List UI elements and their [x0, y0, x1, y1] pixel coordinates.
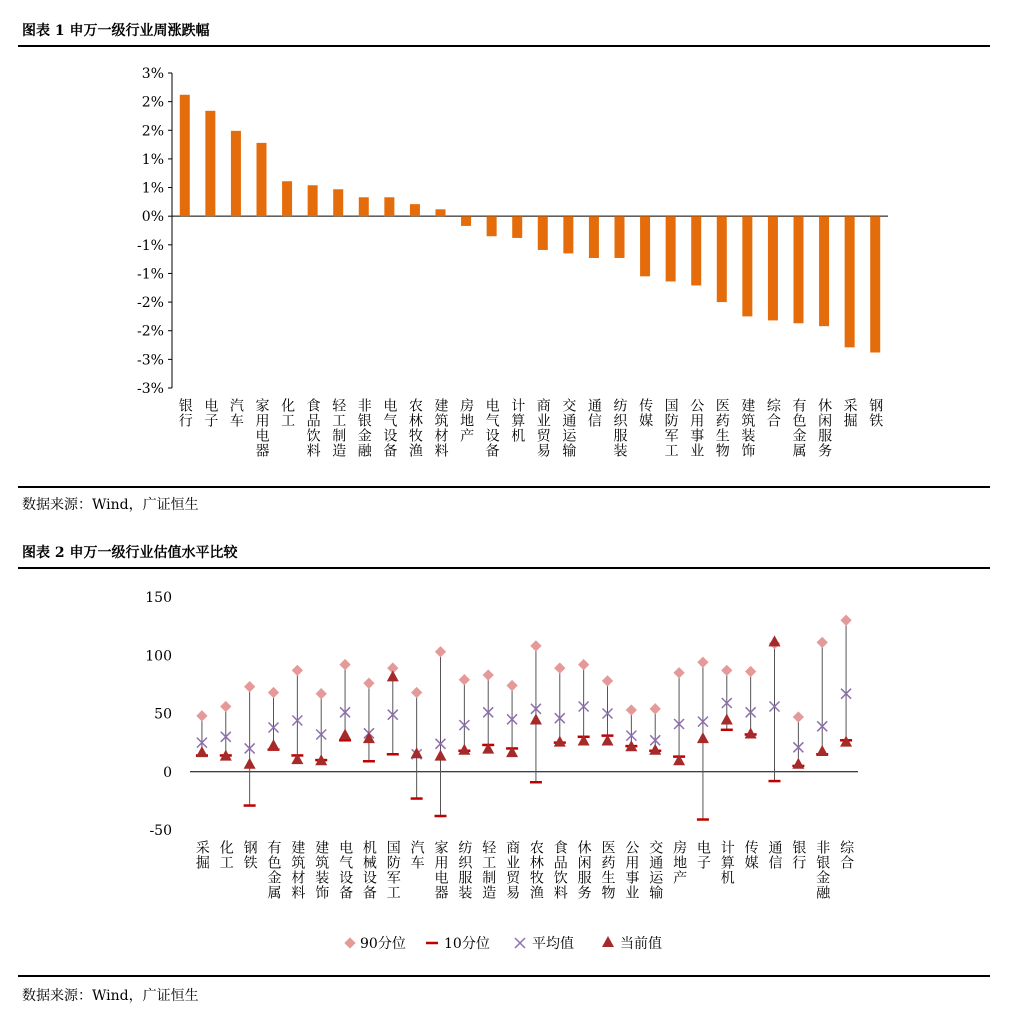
x-tick-label: 电子	[694, 840, 711, 870]
p90-marker	[578, 659, 589, 670]
x-tick-label: 食品饮料	[304, 398, 321, 458]
y-tick-label: 150	[145, 590, 172, 606]
x-tick-label: 采掘	[841, 398, 858, 428]
legend-label: 当前值	[620, 936, 662, 952]
x-tick-label: 纺织服装	[456, 840, 473, 900]
x-tick-label: 传媒	[637, 398, 654, 428]
x-tick-label: 钢铁	[241, 840, 258, 870]
x-tick-label: 银行	[790, 840, 807, 870]
bar	[436, 209, 446, 216]
bar	[691, 216, 701, 285]
x-tick-label: 交通运输	[647, 840, 664, 900]
legend-label: 10分位	[444, 936, 490, 952]
bar	[870, 216, 880, 352]
p90-marker	[793, 711, 804, 722]
p90-marker	[506, 680, 517, 691]
x-tick-label: 计算机	[509, 398, 526, 443]
p90-marker	[268, 687, 279, 698]
y-tick-label: 0%	[141, 209, 164, 226]
legend-current-icon	[602, 936, 614, 947]
bar	[257, 143, 267, 216]
bar	[512, 216, 522, 238]
current-marker	[554, 736, 566, 747]
bar	[563, 216, 573, 253]
x-tick-label: 建筑材料	[289, 840, 306, 900]
x-tick-label: 通信	[766, 840, 783, 870]
x-tick-label: 有色金属	[265, 840, 282, 900]
x-tick-label: 电气设备	[337, 840, 354, 900]
x-tick-label: 公用事业	[688, 398, 705, 458]
y-tick-label: 1%	[141, 180, 164, 197]
p90-marker	[840, 615, 851, 626]
x-tick-label: 医药生物	[713, 398, 730, 458]
x-tick-label: 传媒	[742, 840, 759, 870]
bar	[666, 216, 676, 281]
bar	[487, 216, 497, 236]
bar	[768, 216, 778, 320]
x-tick-label: 非银金融	[814, 840, 831, 900]
bar	[205, 111, 215, 216]
y-tick-label: -1%	[137, 266, 164, 283]
bar-chart	[0, 50, 1013, 490]
p90-marker	[817, 637, 828, 648]
divider	[18, 486, 990, 488]
p90-marker	[626, 704, 637, 715]
bar	[180, 95, 190, 216]
p90-marker	[721, 665, 732, 676]
figure1-source: 数据来源：Wind，广证恒生	[22, 497, 199, 513]
y-tick-label: -3%	[137, 352, 164, 369]
current-marker	[792, 758, 804, 769]
p90-marker	[435, 646, 446, 657]
figure2-title: 图表 2 申万一级行业估值水平比较	[22, 545, 238, 561]
x-tick-label: 建筑材料	[432, 398, 449, 458]
p90-marker	[220, 701, 231, 712]
current-marker	[721, 713, 733, 724]
p90-marker	[745, 666, 756, 677]
y-tick-label: 2%	[141, 94, 164, 111]
x-tick-label: 电气设备	[483, 398, 500, 458]
x-tick-label: 钢铁	[867, 398, 884, 428]
x-tick-label: 电子	[202, 398, 219, 428]
y-tick-label: -3%	[137, 381, 164, 397]
divider	[18, 45, 990, 47]
x-tick-label: 房地产	[671, 840, 688, 885]
current-marker	[697, 732, 709, 743]
x-tick-label: 商业贸易	[504, 840, 521, 900]
bar	[538, 216, 548, 250]
bar	[742, 216, 752, 316]
x-tick-label: 通信	[585, 398, 602, 428]
bar	[410, 204, 420, 216]
x-tick-label: 建筑装饰	[739, 398, 756, 458]
p90-marker	[339, 659, 350, 670]
x-tick-label: 房地产	[458, 398, 475, 443]
bar	[333, 189, 343, 216]
x-tick-label: 汽车	[408, 840, 425, 870]
p90-marker	[697, 657, 708, 668]
bar	[461, 216, 471, 226]
current-marker	[769, 635, 781, 646]
x-tick-label: 交通运输	[560, 398, 577, 458]
x-tick-label: 家用电器	[432, 840, 449, 900]
x-tick-label: 公用事业	[623, 840, 640, 900]
bar	[589, 216, 599, 258]
bar	[794, 216, 804, 323]
x-tick-label: 农林牧渔	[527, 840, 544, 900]
x-tick-label: 轻工制造	[480, 840, 497, 900]
x-tick-label: 汽车	[227, 398, 244, 428]
p90-marker	[459, 674, 470, 685]
current-marker	[816, 745, 828, 756]
x-tick-label: 银行	[176, 398, 193, 428]
y-tick-label: 100	[145, 648, 172, 665]
bar	[282, 181, 292, 216]
current-marker	[435, 750, 447, 761]
legend-p90-icon	[344, 937, 355, 948]
x-tick-label: 化工	[217, 840, 234, 870]
y-tick-label: 1%	[141, 151, 164, 168]
x-tick-label: 国防军工	[384, 840, 401, 900]
bar	[819, 216, 829, 326]
p90-marker	[196, 710, 207, 721]
y-tick-label: -2%	[137, 295, 164, 312]
x-tick-label: 食品饮料	[551, 840, 568, 900]
x-tick-label: 采掘	[193, 840, 210, 870]
divider	[18, 975, 990, 977]
legend-label: 90分位	[360, 936, 406, 952]
x-tick-label: 非银金融	[355, 398, 372, 458]
current-marker	[411, 747, 423, 758]
current-marker	[339, 729, 351, 740]
p90-marker	[530, 640, 541, 651]
bar	[359, 197, 369, 216]
figure2-source: 数据来源：Wind，广证恒生	[22, 988, 199, 1004]
bar	[717, 216, 727, 302]
x-tick-label: 医药生物	[599, 840, 616, 900]
p90-marker	[483, 669, 494, 680]
x-tick-label: 纺织服装	[611, 398, 628, 458]
x-tick-label: 休闲服务	[575, 840, 592, 900]
x-tick-label: 综合	[838, 840, 855, 870]
y-tick-label: 2%	[141, 123, 164, 140]
bar	[231, 131, 241, 216]
bar	[615, 216, 625, 258]
p90-marker	[602, 675, 613, 686]
p90-marker	[363, 678, 374, 689]
x-tick-label: 有色金属	[790, 398, 807, 458]
current-marker	[745, 727, 757, 738]
x-tick-label: 家用电器	[253, 398, 270, 458]
current-marker	[244, 758, 256, 769]
current-marker	[458, 744, 470, 755]
y-tick-label: 0	[163, 764, 172, 781]
x-tick-label: 计算机	[718, 840, 735, 885]
bar	[384, 197, 394, 216]
p90-marker	[673, 667, 684, 678]
x-tick-label: 轻工制造	[330, 398, 347, 458]
x-tick-label: 电气设备	[381, 398, 398, 458]
divider	[18, 567, 990, 569]
legend-mean-icon	[515, 938, 525, 948]
y-tick-label: 50	[154, 706, 172, 723]
x-tick-label: 化工	[279, 398, 296, 428]
y-tick-label: -1%	[137, 237, 164, 254]
bar	[308, 185, 318, 216]
figure1-title: 图表 1 申万一级行业周涨跌幅	[22, 23, 210, 39]
p90-marker	[244, 681, 255, 692]
x-tick-label: 机械设备	[360, 840, 377, 900]
x-tick-label: 商业贸易	[534, 398, 551, 458]
x-tick-label: 国防军工	[662, 398, 679, 458]
x-tick-label: 建筑装饰	[313, 840, 330, 900]
p90-marker	[650, 703, 661, 714]
p90-marker	[411, 687, 422, 698]
current-marker	[530, 713, 542, 724]
y-tick-label: 3%	[141, 66, 164, 82]
p90-marker	[292, 665, 303, 676]
x-tick-label: 休闲服务	[816, 398, 833, 458]
legend-label: 平均值	[532, 936, 574, 952]
bar	[845, 216, 855, 347]
current-marker	[387, 670, 399, 681]
x-tick-label: 综合	[764, 398, 781, 428]
y-tick-label: -2%	[137, 323, 164, 340]
y-tick-label: -50	[149, 823, 172, 839]
valuation-chart	[0, 572, 1013, 972]
bar	[640, 216, 650, 276]
x-tick-label: 农林牧渔	[406, 398, 423, 458]
p90-marker	[316, 688, 327, 699]
p90-marker	[554, 662, 565, 673]
current-marker	[268, 739, 280, 750]
